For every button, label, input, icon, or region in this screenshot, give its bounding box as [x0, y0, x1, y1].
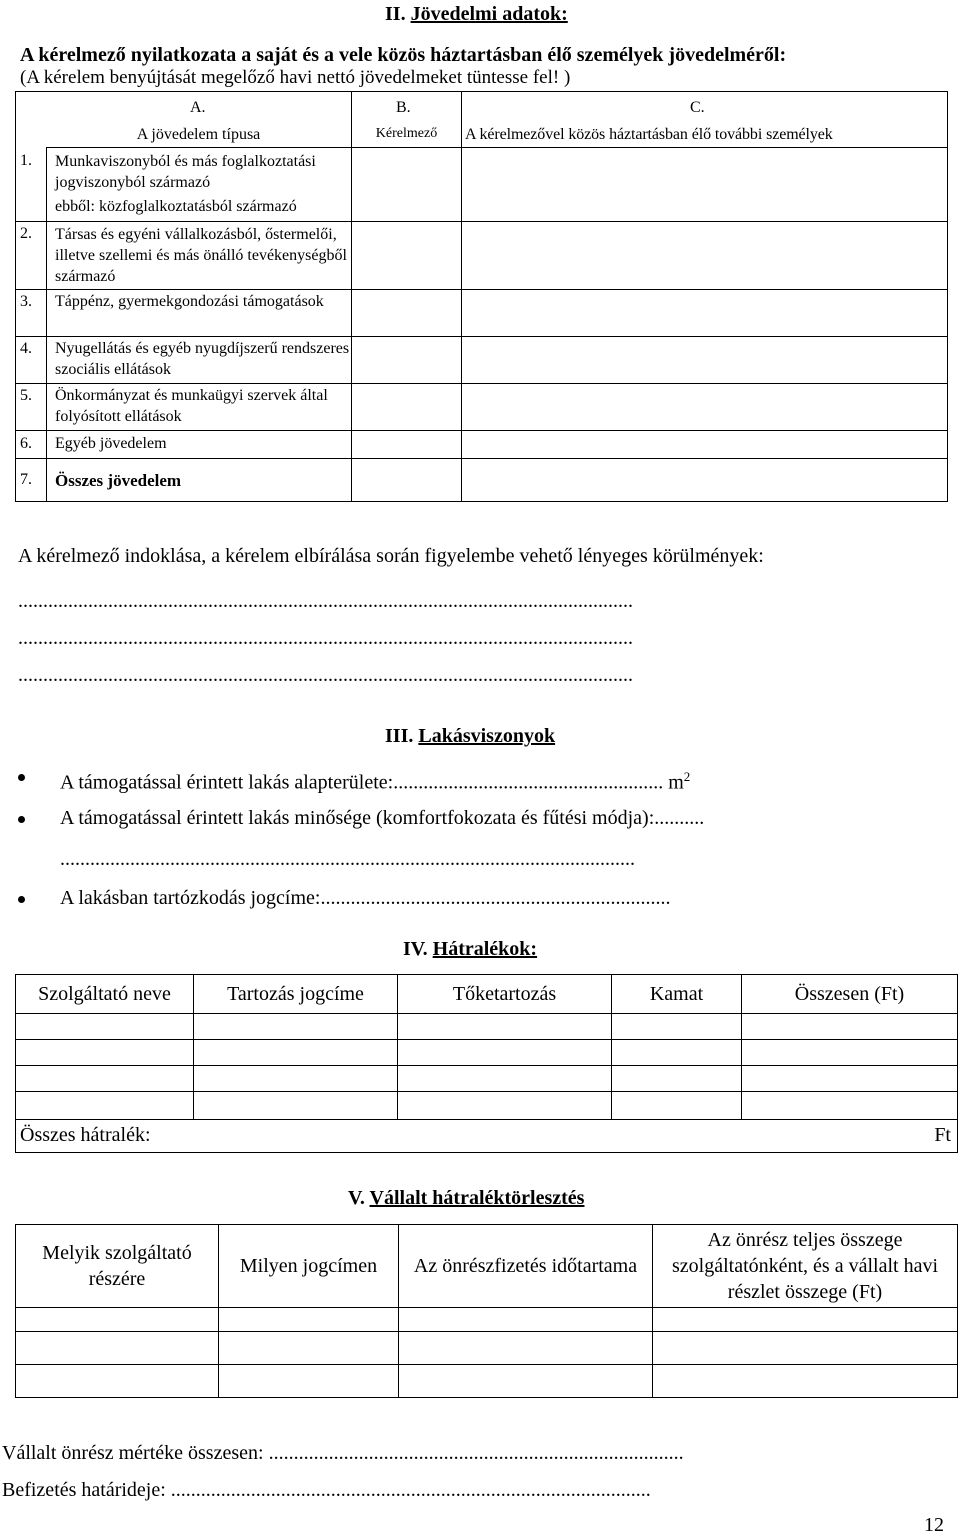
flat-area-text[interactable]: A támogatással érintett lakás alapterülete:...................................................... m [60, 771, 684, 794]
flat-quality-continuation[interactable]: ................................................................................................................... [60, 848, 635, 870]
bullet-icon [18, 896, 25, 903]
col-b-header: Kérelmező [375, 126, 438, 141]
section4-heading: Hátralékok: [432, 938, 538, 960]
arrears-header-title: Tartozás jogcíme [194, 975, 398, 1014]
section4-number: IV. [403, 938, 428, 960]
own-share-total[interactable]: Vállalt önrész mértéke összesen: ................................................................................... [2, 1442, 684, 1464]
arrears-header-interest: Kamat [612, 975, 742, 1014]
repayment-header-amount: Az önrész teljes összege szolgáltatónként, és a vállalt havi részlet összege (Ft) [653, 1225, 958, 1308]
income-table [15, 91, 948, 502]
row4-label: Nyugellátás és egyéb nyugdíjszerű rendszeres szociális ellátások [55, 340, 350, 378]
arrears-total-unit: Ft [934, 1124, 951, 1146]
col-b-letter: B. [396, 99, 411, 116]
square-meter-superscript: 2 [683, 769, 691, 784]
repayment-header-duration: Az önrészfizetés időtartama [399, 1225, 653, 1308]
col-c-header: A kérelmezővel közös háztartásban élő további személyek [465, 126, 833, 143]
row2-label: Társas és egyéni vállalkozásból, őstermelői, illetve szellemi és más önálló tevékenységből származó [55, 226, 347, 285]
arrears-header-principal: Tőketartozás [398, 975, 612, 1014]
table-row [16, 1014, 958, 1040]
col-c-letter: C. [690, 99, 705, 116]
row1-number: 1. [20, 152, 32, 169]
arrears-total-row[interactable] [16, 1120, 958, 1153]
page-number: 12 [924, 1514, 944, 1536]
section3-title [385, 724, 555, 748]
section5-heading: Vállalt hátraléktörlesztés [369, 1187, 585, 1209]
bullet-icon [18, 774, 25, 781]
col-a-header: A jövedelem típusa [136, 126, 261, 143]
table-row [16, 1092, 958, 1120]
row6-number: 6. [20, 435, 32, 452]
section3-number: III. [385, 725, 414, 747]
justification-line1[interactable]: ........................................................................................................................... [18, 590, 633, 612]
arrears-table [15, 974, 958, 1153]
residence-title-text[interactable]: A lakásban tartózkodás jogcíme:...................................................................... [60, 887, 671, 909]
section5-number: V. [348, 1187, 365, 1209]
flat-area-line [60, 765, 950, 795]
justification-line2[interactable]: ........................................................................................................................... [18, 627, 633, 649]
row5-number: 5. [20, 387, 32, 404]
payment-deadline[interactable]: Befizetés határideje: ................................................................................................ [2, 1479, 651, 1501]
section2-number: II. [385, 3, 406, 25]
section4-title [403, 937, 537, 961]
table-row [16, 1040, 958, 1066]
col-a-letter: A. [190, 99, 206, 116]
table-row [16, 1308, 958, 1332]
row1-label: Munkaviszonyból és más foglalkoztatási jogviszonyból származó [55, 153, 316, 191]
bullet-icon [18, 816, 25, 823]
row3-label: Táppénz, gyermekgondozási támogatások [55, 293, 324, 310]
row1-sublabel: ebből: közfoglalkoztatásból származó [55, 198, 297, 215]
row2-number: 2. [20, 225, 32, 242]
row7-label: Összes jövedelem [55, 471, 182, 490]
flat-quality-text[interactable]: A támogatással érintett lakás minősége (komfortfokozata és fűtési módja):.......... [60, 807, 705, 829]
repayment-table [15, 1224, 958, 1398]
justification-label: A kérelmező indoklása, a kérelem elbírálása során figyelembe vehető lényeges körülmények: [18, 545, 764, 567]
section2-intro-line1: A kérelmező nyilatkozata a saját és a vele közös háztartásban élő személyek jövedelméről: [20, 44, 787, 66]
section2-title [385, 2, 568, 26]
justification-line3[interactable]: ........................................................................................................................... [18, 664, 633, 686]
section2-intro-line2: (A kérelem benyújtását megelőző havi nettó jövedelmeket tüntesse fel! ) [20, 67, 571, 88]
row6-label: Egyéb jövedelem [55, 435, 167, 452]
repayment-header-title: Milyen jogcímen [219, 1225, 399, 1308]
section5-title [348, 1186, 584, 1210]
table-row [16, 1365, 958, 1398]
row7-number: 7. [20, 471, 32, 488]
arrears-total-label: Összes hátralék: [20, 1124, 151, 1146]
row3-number: 3. [20, 293, 32, 310]
arrears-header-total: Összesen (Ft) [742, 975, 958, 1014]
table-row [16, 1332, 958, 1365]
table-row [16, 1066, 958, 1092]
repayment-header-provider: Melyik szolgáltató részére [16, 1225, 219, 1308]
section3-heading: Lakásviszonyok [418, 725, 556, 747]
arrears-header-provider: Szolgáltató neve [16, 975, 194, 1014]
section2-heading: Jövedelmi adatok: [410, 3, 568, 25]
row4-number: 4. [20, 340, 32, 357]
row5-label: Önkormányzat és munkaügyi szervek által folyósított ellátások [55, 387, 328, 425]
